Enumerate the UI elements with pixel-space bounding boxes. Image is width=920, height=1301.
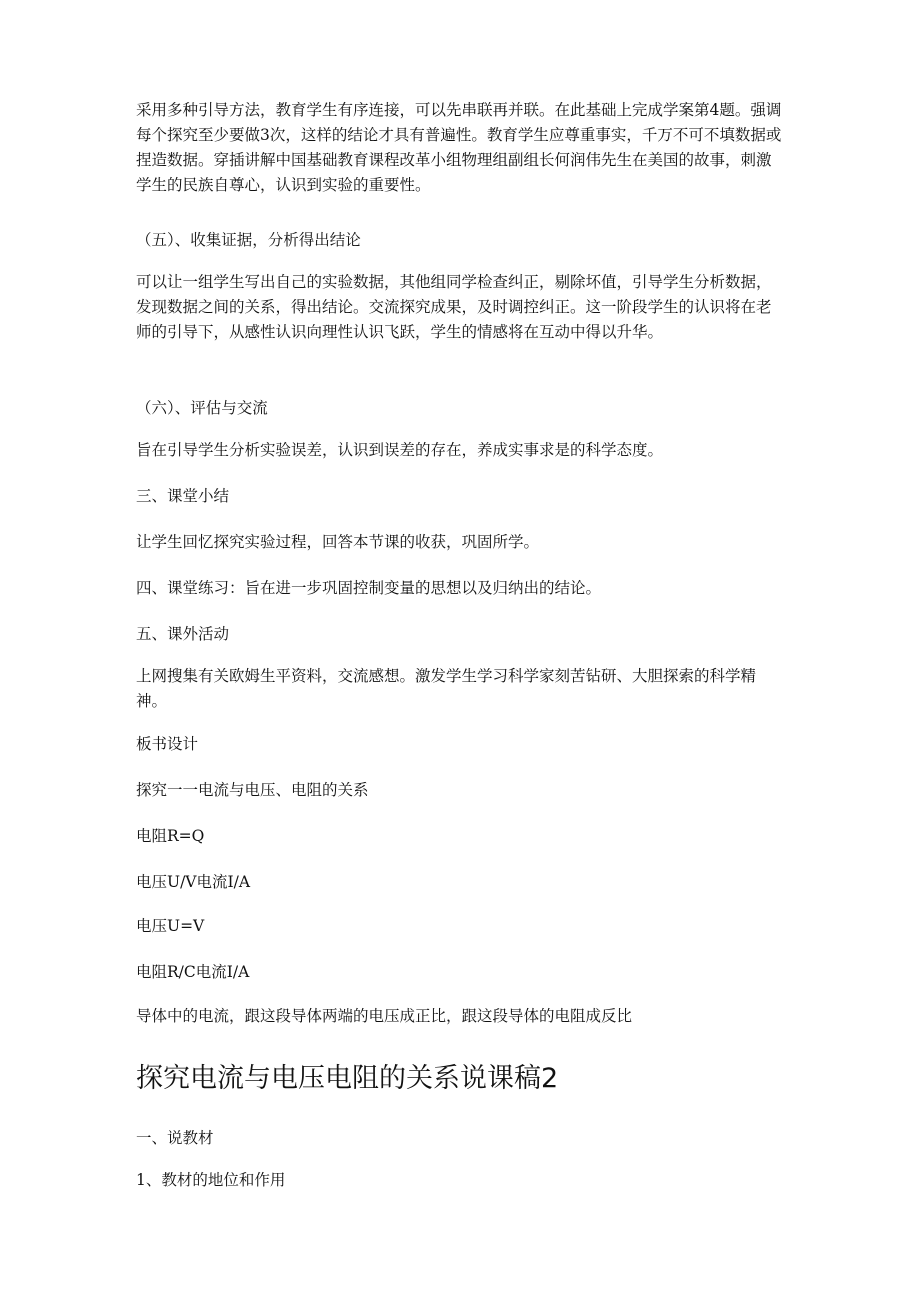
paragraph-error-analysis: 旨在引导学生分析实验误差，认识到误差的存在，养成实事求是的科学态度。: [136, 441, 664, 459]
section-heading-summary: 三、课堂小结: [136, 487, 230, 505]
section-heading-textbook: 一、说教材: [136, 1129, 214, 1147]
board-line-voltage-current: 电压U/V电流I/A: [136, 873, 251, 891]
section-heading-practice: 四、课堂练习：旨在进一步巩固控制变量的思想以及归纳出的结论。: [136, 579, 602, 597]
board-line-voltage: 电压U=V: [136, 917, 205, 935]
board-line-resistance-current: 电阻R/C电流I/A: [136, 963, 250, 981]
section-heading-board-design: 板书设计: [136, 735, 199, 753]
board-line-title: 探究一一电流与电压、电阻的关系: [136, 781, 369, 799]
subsection-heading-role: 1、教材的地位和作用: [136, 1171, 286, 1189]
section-heading-activities: 五、课外活动: [136, 625, 230, 643]
paragraph-activities: 上网搜集有关欧姆生平资料，交流感想。激发学生学习科学家刻苦钻研、大胆探索的科学精神。: [136, 667, 757, 710]
section-heading-evaluation: （六）、评估与交流: [136, 399, 268, 417]
section-heading-collect-evidence: （五）、收集证据，分析得出结论: [136, 231, 361, 249]
paragraph-wiring-method: 采用多种引导方法，教育学生有序连接，可以先串联再并联。在此基础上完成学案第4题。强调每个探究至少要做3次，这样的结论才具有普遍性。教育学生应尊重事实，千万不可不填数据或捏造数据。穿插讲解中国基础教育课程改革小组物理组副组长何润伟先生在美国的故事，刺激学生的民族自尊心，认识到实验的重要性。: [136, 101, 782, 194]
paragraph-conclusion: 导体中的电流，跟这段导体两端的电压成正比，跟这段导体的电阻成反比: [136, 1007, 633, 1025]
board-line-resistance: 电阻R=Q: [136, 827, 205, 845]
paragraph-data-analysis: 可以让一组学生写出自己的实验数据，其他组同学检查纠正，剔除坏值，引导学生分析数据，发现数据之间的关系，得出结论。交流探究成果，及时调控纠正。这一阶段学生的认识将在老师的引导下，从感性认识向理性认识飞跃，学生的情感将在互动中得以升华。: [136, 273, 772, 341]
paragraph-summary: 让学生回忆探究实验过程，回答本节课的收获，巩固所学。: [136, 533, 540, 551]
document-heading: 探究电流与电压电阻的关系说课稿2: [136, 1063, 559, 1094]
